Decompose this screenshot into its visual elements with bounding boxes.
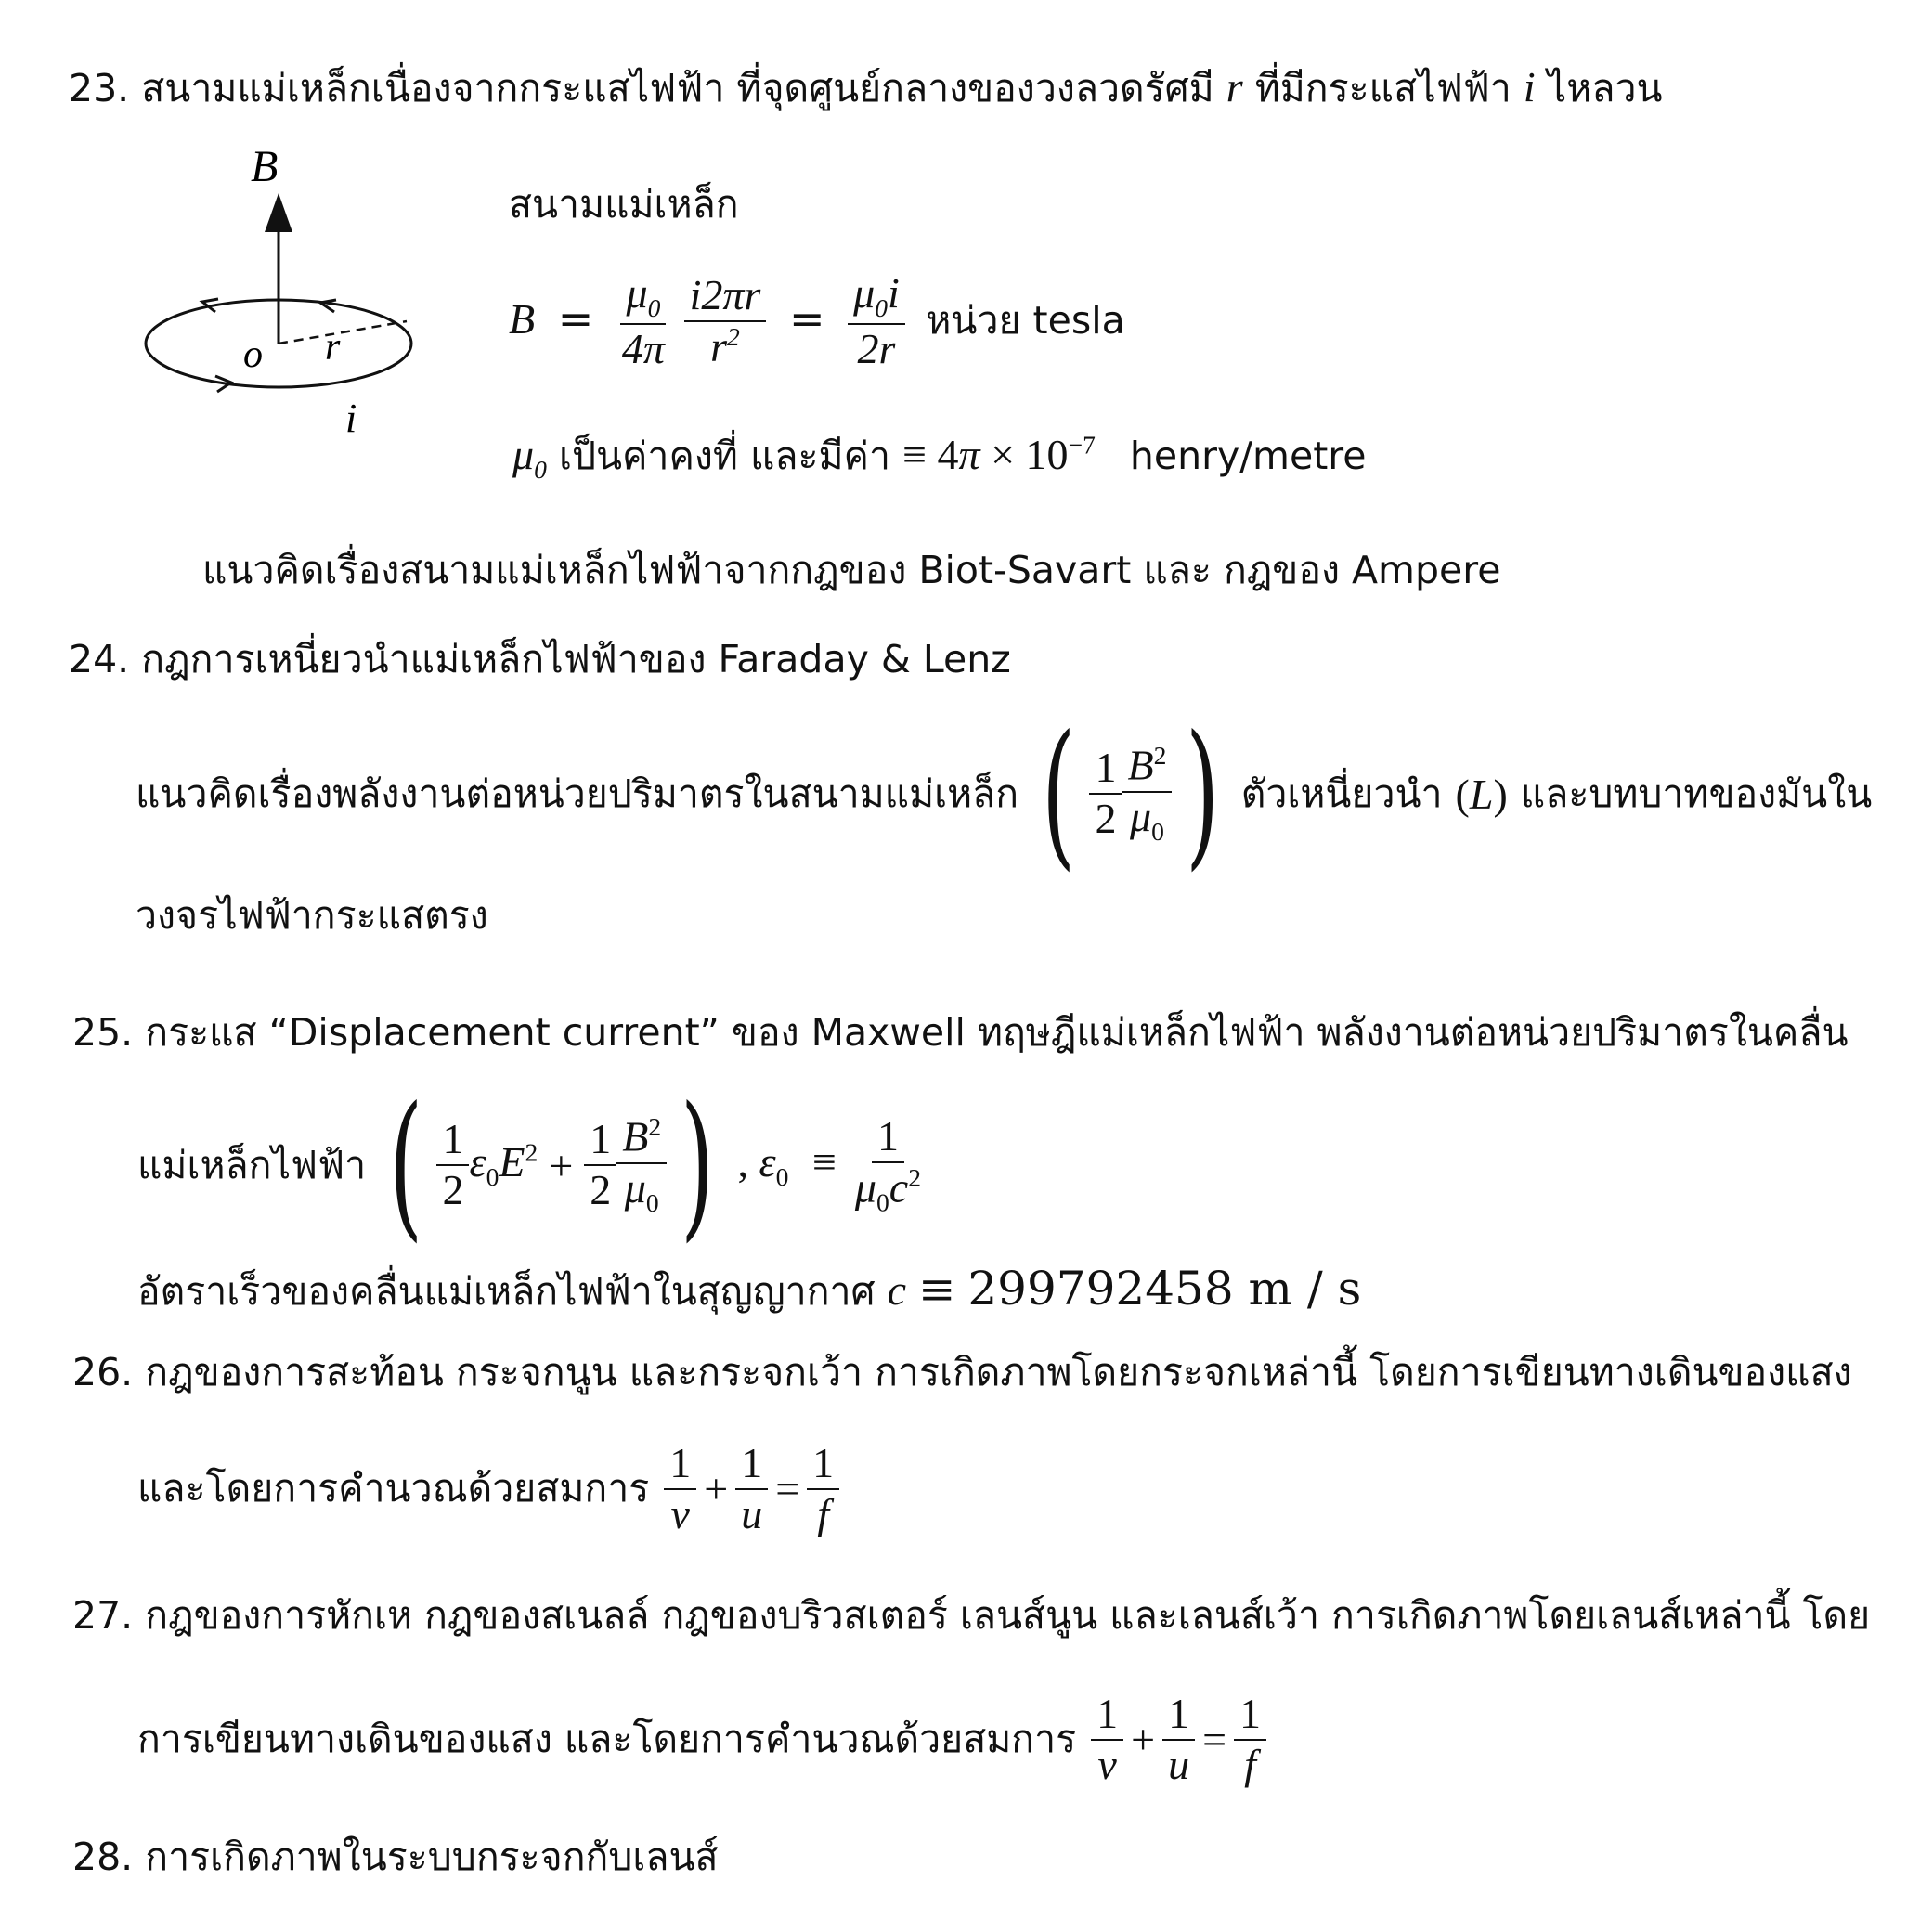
concept-c: และบทบาทของมันใน — [1520, 771, 1873, 816]
item-number: 27. — [72, 1593, 134, 1638]
concept-d: วงจรไฟฟ้ากระแสตรง — [136, 893, 488, 938]
item-text: สนามแม่เหล็กเนื่องจากกระแสไฟฟ้า ที่จุดศูนย์กลางของวงลวดรัศมี — [141, 66, 1214, 110]
item-text-end: ไหลวน — [1547, 66, 1663, 110]
item-number: 24. — [69, 637, 130, 681]
item-text: กฎของการหักเห กฎของสเนลล์ กฎของบริวสเตอร์ เลนส์นูน และเลนส์เว้า การเกิดภาพโดยเลนส์เหล่านี้ โดย — [145, 1593, 1871, 1638]
unit-label: หน่วย tesla — [926, 297, 1125, 343]
item-24-heading — [69, 637, 1011, 682]
item-24-concept: แนวคิดเรื่องพลังงานต่อหน่วยปริมาตรในสนามแม่เหล็ก ( $\frac{1}{2}$ $\frac{B^2}{\mu_0}$ ) ตัวเหนี่ยวนำ (L) และบทบาทของมันใน — [136, 702, 1873, 886]
item-28-heading — [72, 1835, 719, 1880]
label-o: o — [243, 333, 263, 376]
item-text-mid: ที่มีกระแสไฟฟ้า — [1254, 66, 1511, 110]
item-27-heading — [72, 1593, 1870, 1639]
concept-a: แนวคิดเรื่องพลังงานต่อหน่วยปริมาตรในสนามแม่เหล็ก — [136, 771, 1019, 816]
concept-23: แนวคิดเรื่องสนามแม่เหล็กไฟฟ้าจากกฎของ Biot-Savart และ กฎของ Ampere — [202, 548, 1501, 592]
item-number: 26. — [72, 1350, 134, 1394]
mu0-line: $\mu_0$ เป็นค่าคงที่ และมีค่า ≡ $4\pi \times 10^{-7}$ henry/metre — [512, 430, 1367, 485]
label-r: r — [325, 326, 341, 369]
item-25-heading — [72, 1010, 1849, 1056]
item-25-equation: แม่เหล็กไฟฟ้า ( $\frac{1}{2}$ $\varepsilon_0E^2$ + $\frac{1}{2}$ $\frac{B^2}{\mu_0}$ ) , $\varepsilon_0$ ≡ $\frac{1}{\mu_0c^2}$ — [137, 1073, 921, 1257]
item-23-heading — [69, 61, 1663, 112]
mu0-unit: henry/metre — [1129, 434, 1367, 478]
field-equation: B = $\frac{\mu_0}{4\pi}$ $\frac{i2\pi r}{r^2}$ = $\frac{\mu_0i}{2r}$ หน่วย tesla — [509, 269, 1125, 372]
item-number: 28. — [72, 1835, 134, 1879]
speed-label: อัตราเร็วของคลื่นแม่เหล็กไฟฟ้าในสุญญากาศ — [137, 1269, 876, 1314]
item-26-equation: และโดยการคำนวณด้วยสมการ $\frac{1}{v}$ + $\frac{1}{u}$ = $\frac{1}{f}$ — [137, 1439, 839, 1539]
var-i: i — [1523, 63, 1536, 110]
wave-label: แม่เหล็กไฟฟ้า — [137, 1142, 367, 1187]
mu0-text: เป็นค่าคงที่ และมีค่า — [558, 434, 891, 478]
item-text: กฎของการสะท้อน กระจกนูน และกระจกเว้า การเกิดภาพโดยกระจกเหล่านี้ โดยการเขียนทางเดินของแสง — [145, 1350, 1852, 1394]
item-text: กระแส “Displacement current” ของ Maxwell ทฤษฎีแม่เหล็กไฟฟ้า พลังงานต่อหน่วยปริมาตรในคลื่น — [145, 1010, 1849, 1055]
calc-label: การเขียนทางเดินของแสง และโดยการคำนวณด้วยสมการ — [137, 1717, 1077, 1762]
current-loop-diagram — [130, 139, 427, 455]
label-i: i — [345, 395, 357, 441]
field-label: สนามแม่เหล็ก — [509, 182, 739, 227]
item-text: การเกิดภาพในระบบกระจกกับเลนส์ — [145, 1835, 719, 1879]
item-27-equation: การเขียนทางเดินของแสง และโดยการคำนวณด้วยสมการ $\frac{1}{v}$ + $\frac{1}{u}$ = $\frac{1}{f}$ — [137, 1690, 1266, 1790]
label-B: B — [251, 142, 279, 191]
concept-b: ตัวเหนี่ยวนำ — [1240, 771, 1443, 816]
speed-line: อัตราเร็วของคลื่นแม่เหล็กไฟฟ้าในสุญญากาศ c ≡ 299792458 m / s — [137, 1262, 1362, 1316]
item-number: 23. — [69, 66, 130, 110]
calc-label: และโดยการคำนวณด้วยสมการ — [137, 1466, 650, 1511]
item-26-heading — [72, 1350, 1852, 1395]
speed-value: 299792458 m / s — [967, 1262, 1362, 1316]
var-r: r — [1226, 63, 1243, 110]
item-number: 25. — [72, 1010, 134, 1055]
item-text: กฎการเหนี่ยวนำแม่เหล็กไฟฟ้าของ Faraday & Lenz — [141, 637, 1011, 681]
